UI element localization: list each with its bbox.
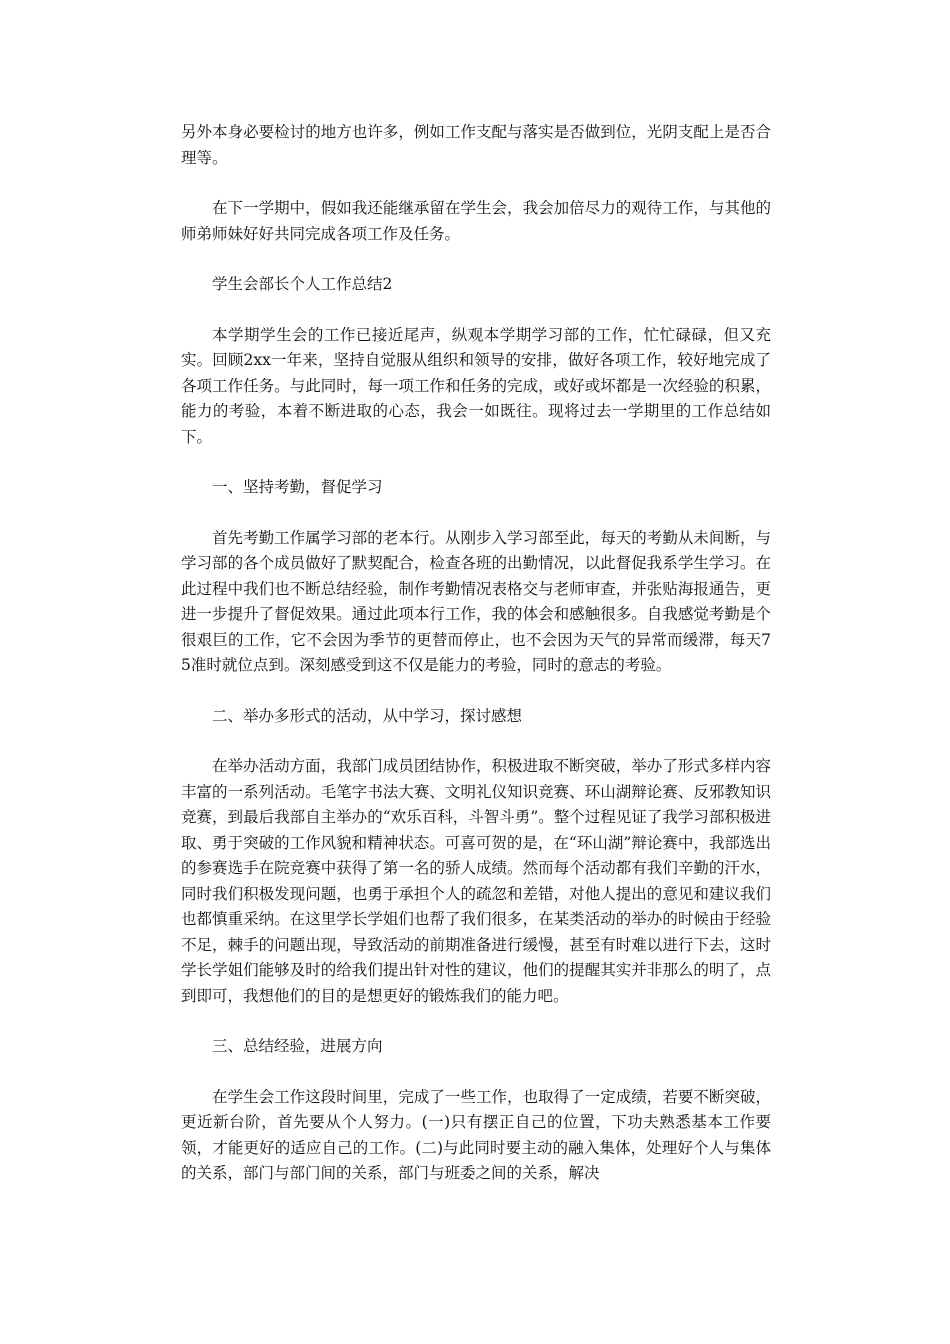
paragraph-1: 另外本身必要检讨的地方也许多，例如工作支配与落实是否做到位，光阴支配上是否合理等。	[181, 123, 771, 167]
paragraph-2: 在下一学期中，假如我还能继承留在学生会，我会加倍尽力的观待工作，与其他的师弟师妹好好共同完成各项工作及任务。	[181, 199, 771, 243]
document-body	[181, 120, 771, 1212]
paragraph-6: 在学生会工作这段时间里，完成了一些工作，也取得了一定成绩，若要不断突破，更近新台阶，首先要从个人努力。(一)只有摆正自己的位置，下功夫熟悉基本工作要领，才能更好的适应自己的工作。(二)与此同时要主动的融入集体，处理好个人与集体的关系，部门与部门间的关系，部门与班委之间的关系，解决	[181, 1087, 771, 1182]
section-heading-3: 三、总结经验，进展方向	[212, 1037, 383, 1055]
paragraph-4: 首先考勤工作属学习部的老本行。从刚步入学习部至此，每天的考勤从未间断，与学习部的各个成员做好了默契配合，检查各班的出勤情况，以此督促我系学生学习。在此过程中我们也不断总结经验，制作考勤情况表格交与老师审查，并张贴海报通告，更进一步提升了督促效果。通过此项本行工作，我的体会和感触很多。自我感觉考勤是个很艰巨的工作，它不会因为季节的更替而停止，也不会因为天气的异常而缓滞，每天75准时就位点到。深刻感受到这不仅是能力的考验，同时的意志的考验。	[181, 528, 771, 674]
paragraph-3: 本学期学生会的工作已接近尾声，纵观本学期学习部的工作，忙忙碌碌，但又充实。回顾2xx一年来，坚持自觉服从组织和领导的安排，做好各项工作，较好地完成了各项工作任务。与此同时，每一项工作和任务的完成，或好或坏都是一次经验的积累，能力的考验，本着不断进取的心态，我会一如既往。现将过去一学期里的工作总结如下。	[181, 325, 771, 446]
paragraph-5: 在举办活动方面，我部门成员团结协作，积极进取不断突破，举办了形式多样内容丰富的一系列活动。毛笔字书法大赛、文明礼仪知识竞赛、环山湖辩论赛、反邪教知识竞赛，到最后我部自主举办的“欢乐百科，斗智斗勇”。整个过程见证了我学习部积极进取、勇于突破的工作风貌和精神状态。可喜可贺的是，在“环山湖”辩论赛中，我部选出的参赛选手在院竞赛中获得了第一名的骄人成绩。然而每个活动都有我们辛勤的汗水，同时我们积极发现问题，也勇于承担个人的疏忽和差错，对他人提出的意见和建议我们也都慎重采纳。在这里学长学姐们也帮了我们很多，在某类活动的举办的时候由于经验不足，棘手的问题出现，导致活动的前期准备进行缓慢，甚至有时难以进行下去，这时学长学姐们能够及时的给我们提出针对性的建议，他们的提醒其实并非那么的明了，点到即可，我想他们的目的是想更好的锻炼我们的能力吧。	[181, 757, 771, 1005]
section-title-summary-2: 学生会部长个人工作总结2	[212, 275, 393, 293]
section-heading-1: 一、坚持考勤，督促学习	[212, 478, 383, 496]
section-heading-2: 二、举办多形式的活动，从中学习，探讨感想	[212, 706, 523, 725]
